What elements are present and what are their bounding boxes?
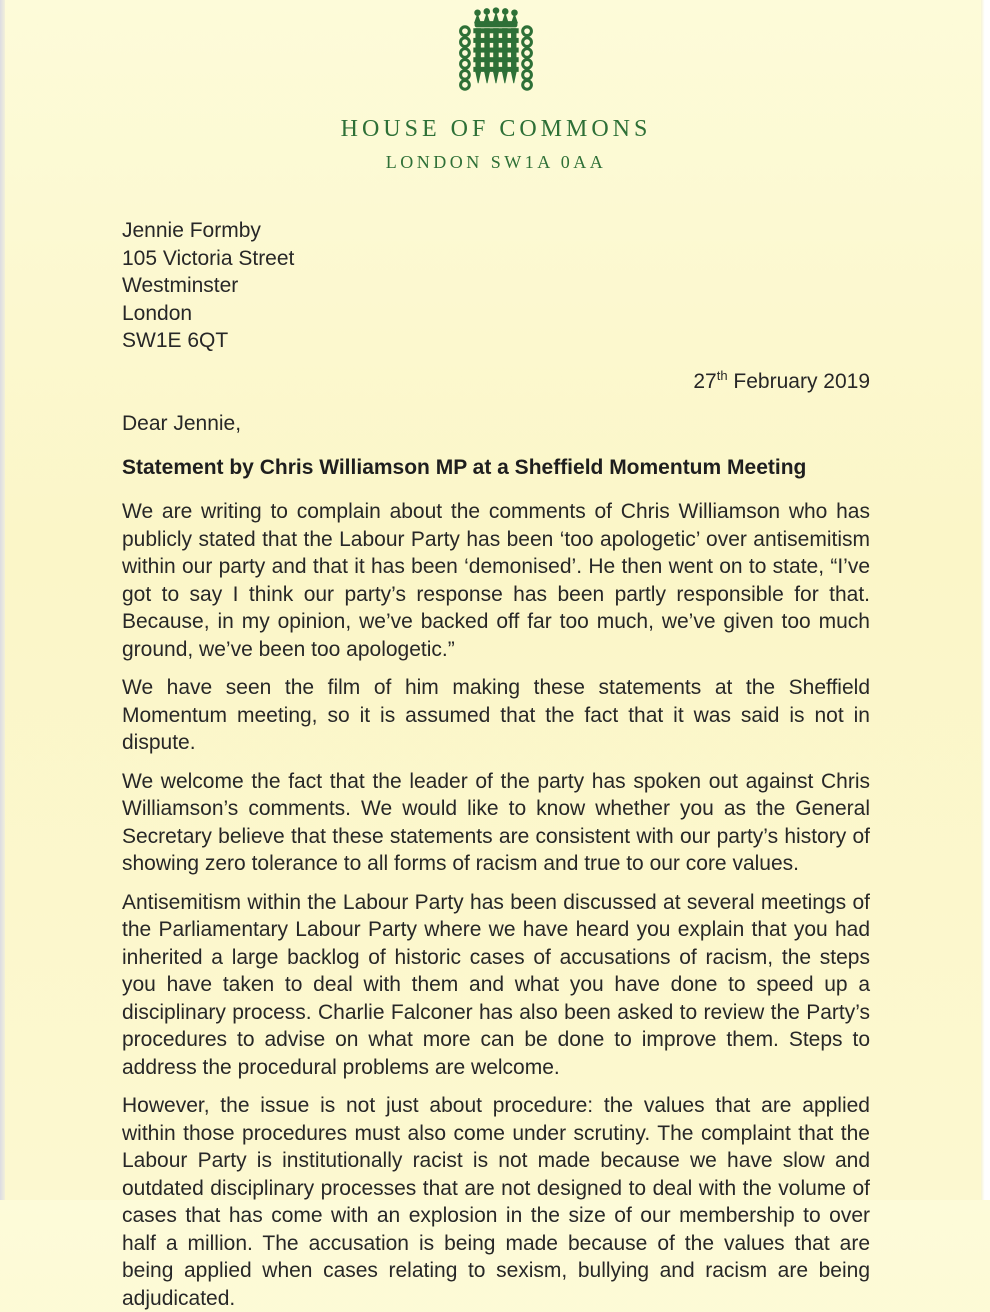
recipient-address-line: SW1E 6QT: [122, 329, 229, 352]
date-line: [122, 362, 870, 396]
subject-line: Statement by Chris Williamson MP at a Sheffield Momentum Meeting: [122, 455, 807, 479]
paragraph: Antisemitism within the Labour Party has been discussed at several meetings of the Parliamentary Labour Party where we have heard you explain that you had inherited a large backlog of historic cases of accusations of racism, the steps you have taken to deal with them and what you have done to speed up a disciplinary process. Charlie Falconer has also been asked to review the Party’s procedures to advise on what more can be done to improve them. Steps to address the procedural problems are welcome.: [122, 890, 870, 1079]
recipient-address-line: Westminster: [122, 274, 239, 297]
org-name: HOUSE OF COMMONS: [340, 116, 652, 142]
date-day: 27: [693, 369, 717, 393]
recipient-address-line: 105 Victoria Street: [122, 246, 295, 270]
recipient-address-block: [122, 217, 870, 355]
paragraph: We welcome the fact that the leader of the party has spoken out against Chris Williamson’s comments. We would like to know whether you as the General Secretary believe that these statements are consistent with our party’s history of showing zero tolerance to all forms of racism and true to our core values.: [122, 769, 870, 875]
paragraph: We have seen the film of him making these statements at the Sheffield Momentum meeting, so it is assumed that the fact that it was said is not in dispute.: [122, 676, 870, 754]
letter-body: [122, 498, 870, 1312]
house-of-commons-portcullis-icon: [448, 6, 544, 100]
date-month-year: February 2019: [727, 369, 870, 393]
org-address: LONDON SW1A 0AA: [385, 152, 607, 172]
paragraph: We are writing to complain about the comments of Chris Williamson who has publicly stated that the Labour Party has been ‘too apologetic’ over antisemitism within our party and that it has been ‘demonised’. He then went on to state, “I’ve got to say I think our party’s response has been partly responsible for that. Because, in my opinion, we’ve backed off far too much, we’ve given too much ground, we’ve been too apologetic.”: [122, 500, 870, 661]
recipient-name: Jennie Formby: [122, 219, 261, 242]
salutation: Dear Jennie,: [122, 412, 242, 435]
letterhead: [122, 6, 870, 173]
recipient-address-line: London: [122, 301, 193, 325]
paragraph: However, the issue is not just about procedure: the values that are applied within those procedures must also come under scrutiny. The complaint that the Labour Party is institutionally racist is not made because we have slow and outdated disciplinary processes that are not designed to deal with the volume of cases that has come with an explosion in the size of our membership to over half a million. The accusation is being made because of the values that are being applied when cases relating to sexism, bullying and racism are being adjudicated.: [122, 1094, 870, 1310]
date-ordinal: th: [716, 367, 728, 383]
